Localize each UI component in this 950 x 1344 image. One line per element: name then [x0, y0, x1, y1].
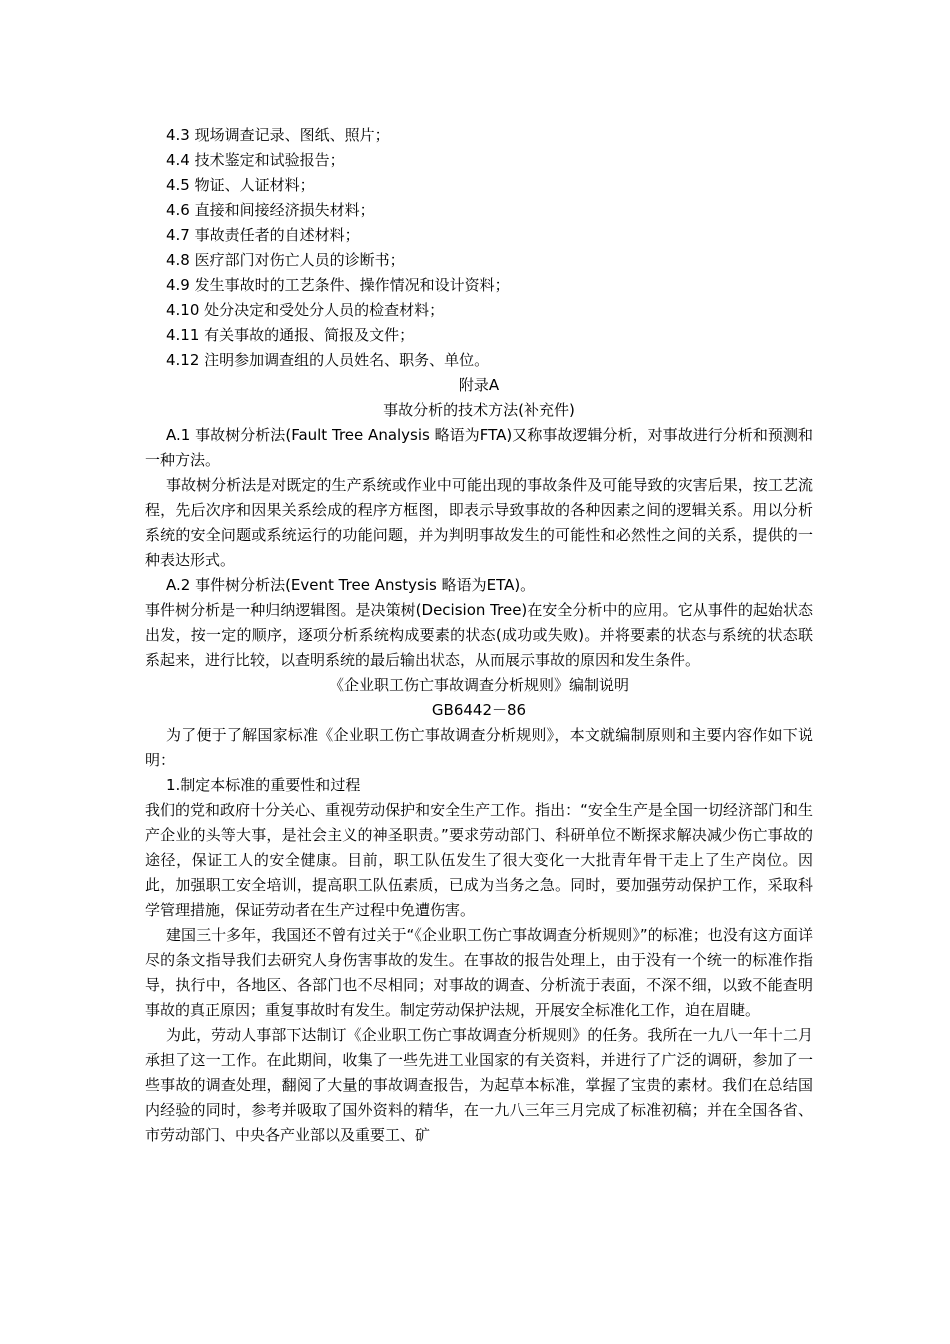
intro-paragraph: 为了便于了解国家标准《企业职工伤亡事故调查分析规则》，本文就编制原则和主要内容作如下说明： — [145, 726, 813, 769]
explanation-title: 《企业职工伤亡事故调查分析规则》编制说明 — [328, 676, 629, 694]
task-paragraph: 为此，劳动人事部下达制订《企业职工伤亡事故调查分析规则》的任务。我所在一九八一年十二月承担了这一工作。在此期间，收集了一些先进工业国家的有关资料，并进行了广泛的调研，参加了一些事故的调查处理，翻阅了大量的事故调查报告，为起草本标准，掌握了宝贵的素材。我们在总结国内经验的同时，参考并吸取了国外资料的精华，在一九八三年三月完成了标准初稿；并在全国各省、市劳动部门、中央各产业部以及重要工、矿 — [145, 1026, 813, 1144]
list-item-4-5: 4.5 物证、人证材料； — [166, 176, 315, 194]
list-item-4-10: 4.10 处分决定和受处分人员的检查材料； — [166, 301, 445, 319]
eta-paragraph: 事件树分析是一种归纳逻辑图。是决策树(Decision Tree)在安全分析中的应用。它从事件的起始状态出发，按一定的顺序，逐项分析系统构成要素的状态(成功或失败)。并将要素的状态与系统的状态联系起来，进行比较，以查明系统的最后输出状态，从而展示事故的原因和发生条件。 — [145, 601, 813, 669]
appendix-subtitle: 事故分析的技术方法(补充件) — [383, 401, 575, 419]
list-item-4-4: 4.4 技术鉴定和试验报告； — [166, 151, 345, 169]
history-paragraph: 建国三十多年，我国还不曾有过关于“《企业职工伤亡事故调查分析规则》”的标准；也没有这方面详尽的条文指导我们去研究人身伤害事故的发生。在事故的报告处理上，由于没有一个统一的标准作指导，执行中，各地区、各部门也不尽相同；对事故的调查、分析流于表面，不深不细，以致不能查明事故的真正原因；重复事故时有发生。制定劳动保护法规，开展安全标准化工作，迫在眉睫。 — [145, 926, 813, 1019]
a1-paragraph: A.1 事故树分析法(Fault Tree Analysis 略语为FTA)又称事故逻辑分析，对事故进行分析和预测和一种方法。 — [145, 426, 813, 469]
section1-heading: 1.制定本标准的重要性和过程 — [166, 776, 361, 794]
appendix-title: 附录A — [458, 376, 500, 394]
list-item-4-12: 4.12 注明参加调查组的人员姓名、职务、单位。 — [166, 351, 490, 369]
document-body — [145, 123, 813, 1148]
section1-paragraph: 我们的党和政府十分关心、重视劳动保护和安全生产工作。指出：“安全生产是全国一切经济部门和生产企业的头等大事，是社会主义的神圣职责。”要求劳动部门、科研单位不断探求解决减少伤亡事故的途径，保证工人的安全健康。目前，职工队伍发生了很大变化一大批青年骨干走上了生产岗位。因此，加强职工安全培训，提高职工队伍素质，已成为当务之急。同时，要加强劳动保护工作，采取科学管理措施，保证劳动者在生产过程中免遭伤害。 — [145, 801, 813, 919]
list-item-4-3: 4.3 现场调查记录、图纸、照片； — [166, 126, 390, 144]
list-item-4-9: 4.9 发生事故时的工艺条件、操作情况和设计资料； — [166, 276, 510, 294]
list-item-4-8: 4.8 医疗部门对伤亡人员的诊断书； — [166, 251, 405, 269]
list-item-4-6: 4.6 直接和间接经济损失材料； — [166, 201, 375, 219]
list-item-4-11: 4.11 有关事故的通报、简报及文件； — [166, 326, 415, 344]
standard-code: GB6442－86 — [431, 701, 527, 719]
list-item-4-7: 4.7 事故责任者的自述材料； — [166, 226, 360, 244]
fta-paragraph: 事故树分析法是对既定的生产系统或作业中可能出现的事故条件及可能导致的灾害后果，按工艺流程，先后次序和因果关系绘成的程序方框图，即表示导致事故的各种因素之间的逻辑关系。用以分析系统的安全问题或系统运行的功能问题，并为判明事故发生的可能性和必然性之间的关系，提供的一种表达形式。 — [145, 476, 813, 569]
a2-paragraph: A.2 事件树分析法(Event Tree Anstysis 略语为ETA)。 — [166, 576, 536, 594]
